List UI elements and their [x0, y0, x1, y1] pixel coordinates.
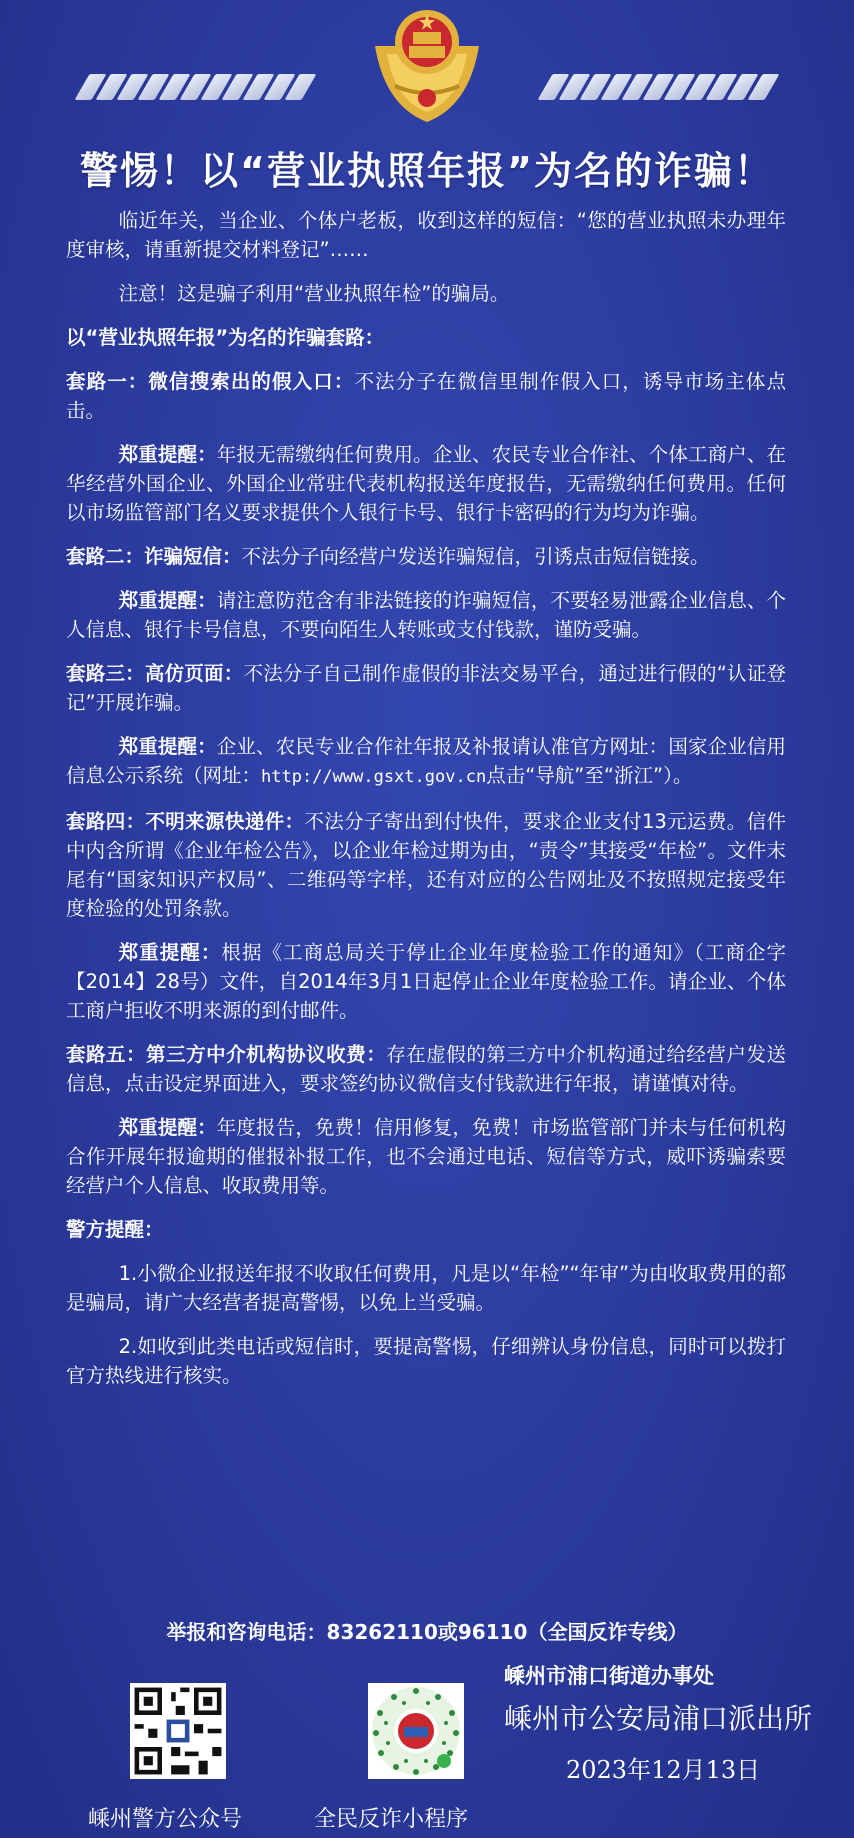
routine-3	[66, 659, 786, 717]
issuer-office: 嵊州市浦口街道办事处	[504, 1663, 714, 1688]
routine-4	[66, 807, 786, 923]
routine-2	[66, 542, 786, 571]
police-heading: 警方提醒：	[66, 1218, 164, 1241]
intro-paragraph: 临近年关，当企业、个体户老板，收到这样的短信：“您的营业执照未办理年度审核，请重新提交材料登记”……	[66, 209, 786, 261]
reminder-4	[66, 938, 786, 1025]
police-item-1: 1.小微企业报送年报不收取任何费用，凡是以“年检”“年审”为由收取费用的都是骗局，请广大经营者提高警惕，以免上当受骗。	[66, 1262, 786, 1314]
reminder-label: 郑重提醒：	[118, 589, 217, 612]
qr-caption-antifraud: 全民反诈小程序	[314, 1807, 469, 1832]
reminder-label: 郑重提醒：	[118, 1116, 217, 1139]
reminder-label: 郑重提醒：	[118, 941, 222, 964]
routine-text: 不法分子寄出到付快件，要求企业支付13元运费。信件中内含所谓《企业年检公告》，以企业年检过期为由，“责令”其接受“年检”。文件末尾有“国家知识产权局”、二维码等字样，还有对应的公告网址及不按照规定接受年度检验的处罚条款。	[66, 810, 786, 920]
routine-label: 套路二：诈骗短信：	[66, 545, 242, 568]
routine-5	[66, 1040, 786, 1098]
qr-code-icon[interactable]	[130, 1683, 226, 1779]
routine-label: 套路五：第三方中介机构协议收费：	[66, 1043, 387, 1066]
routine-label: 套路一：微信搜索出的假入口：	[66, 370, 355, 393]
issue-date: 2023年12月13日	[566, 1756, 761, 1784]
reminder-text: 企业、农民专业合作社年报及补报请认准官方网址：国家企业信用信息公示系统（网址：	[66, 735, 786, 787]
wing-left-icon	[82, 74, 309, 100]
mini-program-code-icon[interactable]	[368, 1683, 464, 1779]
reminder-5	[66, 1113, 786, 1200]
routine-label: 套路四：不明来源快递件：	[66, 810, 305, 833]
police-emblem-icon	[365, 4, 489, 124]
routines-heading: 以“营业执照年报”为名的诈骗套路：	[66, 326, 385, 349]
reminder-2	[66, 586, 786, 644]
routine-text: 存在虚假的第三方中介机构通过给经营户发送信息，点击设定界面进入，要求签约协议微信支付钱款进行年报，请谨慎对待。	[66, 1043, 786, 1095]
reminder-text: 年报无需缴纳任何费用。企业、农民专业合作社、个体工商户、在华经营外国企业、外国企业常驻代表机构报送年度报告，无需缴纳任何费用。任何以市场监管部门名义要求提供个人银行卡号、银行卡密码的行为均为诈骗。	[66, 443, 786, 524]
issuer-police-station: 嵊州市公安局浦口派出所	[504, 1702, 813, 1735]
notice-paragraph: 注意！这是骗子利用“营业执照年检”的骗局。	[118, 282, 510, 305]
header-emblem-row	[0, 0, 854, 130]
routine-label: 套路三：高仿页面：	[66, 662, 244, 685]
reminder-text: 根据《工商总局关于停止企业年度检验工作的通知》（工商企字【2014】28号）文件，自2014年3月1日起停止企业年度检验工作。请企业、个体工商户拒收不明来源的到付邮件。	[66, 941, 786, 1022]
reminder-3	[66, 732, 786, 792]
qr-caption-police: 嵊州警方公众号	[88, 1807, 243, 1832]
article-body	[66, 206, 786, 1405]
page-title: 警惕！以“营业执照年报”为名的诈骗！	[80, 149, 774, 193]
wing-right-icon	[545, 74, 772, 100]
routine-1	[66, 367, 786, 425]
reminder-label: 郑重提醒：	[118, 735, 217, 758]
reminder-label: 郑重提醒：	[118, 443, 217, 466]
routine-text: 不法分子自己制作虚假的非法交易平台，通过进行假的“认证登记”开展诈骗。	[66, 662, 786, 714]
hotline-text: 举报和咨询电话：83262110或96110（全国反诈专线）	[166, 1620, 688, 1644]
police-item-2: 2.如收到此类电话或短信时，要提高警惕，仔细辨认身份信息，同时可以拨打官方热线进行核实。	[66, 1335, 786, 1387]
reminder-text: 年度报告，免费！信用修复，免费！市场监管部门并未与任何机构合作开展年报逾期的催报补报工作，也不会通过电话、短信等方式，威吓诱骗索要经营户个人信息、收取费用等。	[66, 1116, 786, 1197]
routine-text: 不法分子向经营户发送诈骗短信，引诱点击短信链接。	[241, 545, 710, 568]
routine-text: 不法分子在微信里制作假入口，诱导市场主体点击。	[66, 370, 786, 422]
reminder-1	[66, 440, 786, 527]
reminder-tail: 点击“导航”至“浙江”）。	[486, 764, 693, 787]
reminder-text: 请注意防范含有非法链接的诈骗短信，不要轻易泄露企业信息、个人信息、银行卡号信息，不要向陌生人转账或支付钱款，谨防受骗。	[66, 589, 786, 641]
official-url-link[interactable]: http://www.gsxt.gov.cn	[261, 767, 487, 787]
